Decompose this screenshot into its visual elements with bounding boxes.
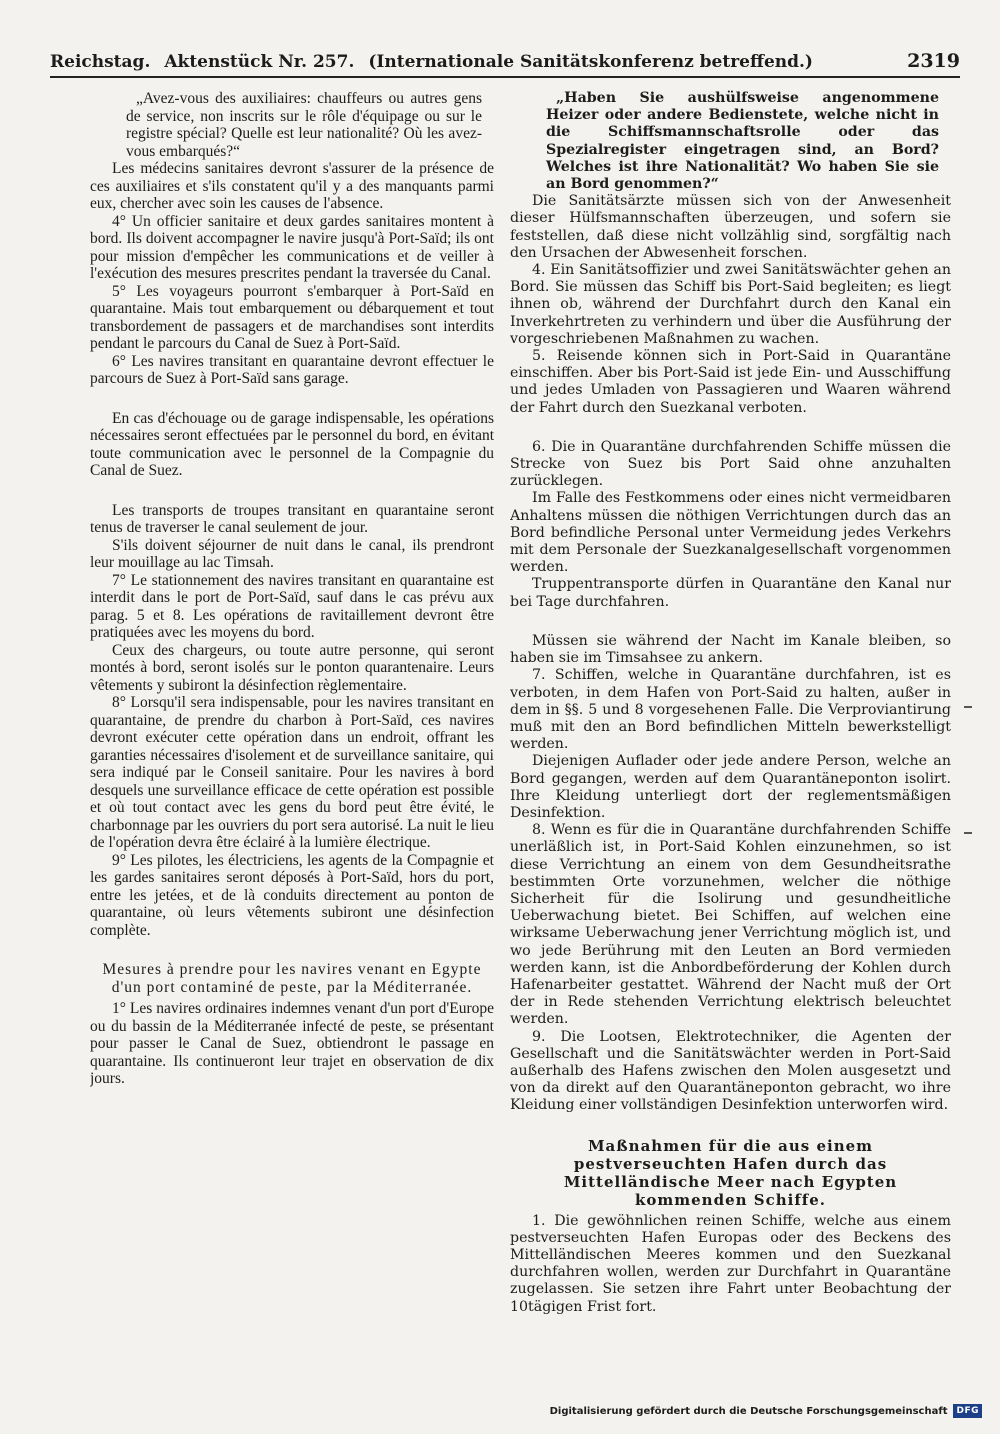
dfg-logo: DFG <box>953 1404 982 1418</box>
paragraph: 4. Ein Sanitätsoffizier und zwei Sanitätswächter gehen an Bord. Sie müssen das Schiff bis Port-Said begleiten; es liegt ihnen ob, während der Durchfahrt durch den Kanal ein Inverkehrtreten zu verhindern und über die Ausführung der vorgeschriebenen Maßnahmen zu wachen. <box>510 262 951 347</box>
paragraph: 9. Die Lootsen, Elektrotechniker, die Agenten der Gesellschaft und die Sanitätswächter werden in Port-Said außerhalb des Hafens zwischen den Molen ausgesetzt und von da direkt auf den Quarantäneponton gebracht, wo ihre Kleidung einer vollständigen Desinfektion unterworfen wird. <box>510 1028 951 1114</box>
paragraph: 5. Reisende können sich in Port-Said in Quarantäne einschiffen. Aber bis Port-Said ist jede Ein- und Ausschiffung und jedes Umladen von Passagieren und Waaren während der Fahrt durch den Suezkanal verboten. <box>510 348 951 416</box>
header-reichstag: Reichstag. <box>50 52 151 72</box>
footer-credit: Digitalisierung gefördert durch die Deutsche Forschungsgemeinschaft <box>549 1405 948 1417</box>
margin-mark <box>964 832 972 834</box>
french-column <box>90 90 494 1344</box>
paragraph: Müssen sie während der Nacht im Kanale bleiben, so haben sie im Timsahsee zu ankern. <box>510 632 951 667</box>
page-footer <box>550 1404 982 1418</box>
paragraph: 8° Lorsqu'il sera indispensable, pour les navires transitant en quarantaine, de prendre du charbon à Port-Saïd, ces navires devront exécuter cette opération dans un endroit, offrant les garanties nécessaires d'isolement et de surveillance sanitaire, qui sera indiqué par le Conseil sanitaire. Pour les navires à bord desquels une surveillance efficace de cette opération est possible et où tout contact avec les gens du bord peut être évité, le charbonnage par les ouvriers du port sera autorisé. La nuit le lieu de l'opération devra être éclairé à la lumière électrique. <box>90 694 494 851</box>
section-heading: Maßnahmen für die aus einem pestverseuchten Hafen durch das Mittelländische Meer nach Egypten kommenden Schiffe. <box>563 1136 898 1209</box>
paragraph: En cas d'échouage ou de garage indispensable, les opérations nécessaires seront effectuées par le personnel du bord, en évitant toute communication avec le personnel de la Compagnie du Canal de Suez. <box>90 409 494 479</box>
paragraph: 7. Schiffen, welche in Quarantäne durchfahren, ist es verboten, in dem Hafen von Port-Said zu halten, außer in dem in §§. 5 und 8 vorgesehenen Falle. Die Verproviantirung muß mit den an Bord befindlichen Mitteln bewerkstelligt werden. <box>510 667 951 753</box>
paragraph: Diejenigen Auflader oder jede andere Person, welche an Bord gegangen, werden auf dem Quarantäneponton isolirt. Ihre Kleidung unterliegt dort der reglementsmäßigen Desinfektion. <box>510 753 951 821</box>
header-subject: (Internationale Sanitätskonferenz betreffend.) <box>368 52 813 72</box>
quoted-question: „Avez-vous des auxiliaires: chauffeurs ou autres gens de service, non inscrits sur le rôle d'équipage ou sur le registre spécial? Quelle est leur nationalité? Où les avez-vous embarqués?“ <box>126 90 482 160</box>
paragraph: 1. Die gewöhnlichen reinen Schiffe, welche aus einem pestverseuchten Hafen Europas oder des Beckens des Mittelländischen Meeres kommen und den Suezkanal durchfahren wollen, werden zur Durchfahrt in Quarantäne zugelassen. Sie setzen ihre Fahrt unter Beobachtung der 10tägigen Frist fort. <box>510 1212 951 1315</box>
quoted-question: „Haben Sie aushülfsweise angenommene Heizer oder andere Bedienstete, welche nicht in die Schiffsmannschaftsrolle oder das Spezialregister eingetragen sind, an Bord? Welches ist ihre Nationalität? Wo haben Sie sie an Bord genommen?“ <box>546 90 939 193</box>
paragraph: Les transports de troupes transitant en quarantaine seront tenus de traverser le canal seulement de jour. <box>90 501 494 536</box>
paragraph: 9° Les pilotes, les électriciens, les agents de la Compagnie et les gardes sanitaires seront déposés à Port-Saïd, hors du port, entre les jetées, et de là conduits directement au ponton de quarantaine, où leurs vêtements subiront une désinfection complète. <box>90 851 494 939</box>
paragraph: 5° Les voyageurs pourront s'embarquer à Port-Saïd en quarantaine. Mais tout embarquement ou débarquement et tout transbordement de passagers et de marchandises sont interdits pendant le parcours du Canal de Suez à Port-Saïd. <box>90 282 494 352</box>
paragraph: 4° Un officier sanitaire et deux gardes sanitaires montent à bord. Ils doivent accompagner le navire jusqu'à Port-Saïd; ils ont pour mission d'empêcher les communications et de veiller à l'exécution des mesures prescrites pendant la traversée du Canal. <box>90 212 494 282</box>
paragraph: 7° Le stationnement des navires transitant en quarantaine est interdit dans le port de Port-Saïd, sauf dans le cas prévu aux parag. 5 et 8. Les opérations de ravitaillement devront être pratiquées avec les moyens du bord. <box>90 571 494 641</box>
paragraph: S'ils doivent séjourner de nuit dans le canal, ils prendront leur mouillage au lac Timsah. <box>90 536 494 571</box>
paragraph: 6. Die in Quarantäne durchfahrenden Schiffe müssen die Strecke von Suez bis Port Said ohne anzuhalten zurücklegen. <box>510 438 951 490</box>
paragraph: Les médecins sanitaires devront s'assurer de la présence de ces auxiliaires et s'ils constatent qu'il y a des manquants parmi eux, chercher avec soin les causes de l'absence. <box>90 160 494 212</box>
page-number: 2319 <box>907 50 960 72</box>
paragraph: 8. Wenn es für die in Quarantäne durchfahrenden Schiffe unerläßlich ist, in Port-Said Kohlen einzunehmen, so ist diese Verrichtung an einem von dem Gesundheitsrathe bestimmten Orte vorzunehmen, welcher die nöthige Sicherheit für die Isolirung und gesundheitliche Ueberwachung bietet. Bei Schiffen, auf welchen eine wirksame Ueberwachung jener Verrichtung möglich ist, und wo jede Berührung mit den Leuten an Bord vermieden werden kann, ist die Anbordbeförderung der Kohlen durch Hafenarbeiter gestattet. Während der Nacht muß der Ort der in Rede stehenden Verrichtung elektrisch beleuchtet werden. <box>510 822 951 1028</box>
german-column <box>510 90 951 1344</box>
header-left <box>50 52 813 72</box>
paragraph: 6° Les navires transitant en quarantaine devront effectuer le parcours de Suez à Port-Saïd sans garage. <box>90 352 494 387</box>
paragraph: Ceux des chargeurs, ou toute autre personne, qui seront montés à bord, seront isolés sur le ponton quarantenaire. Leurs vêtements y subiront la désinfection règlementaire. <box>90 641 494 694</box>
page-header <box>50 42 960 78</box>
section-heading: Mesures à prendre pour les navires venant en Egypte d'un port contaminé de peste, par la Méditerranée. <box>102 961 482 996</box>
paragraph: Truppentransporte dürfen in Quarantäne den Kanal nur bei Tage durchfahren. <box>510 576 951 610</box>
paragraph: 1° Les navires ordinaires indemnes venant d'un port d'Europe ou du bassin de la Méditerranée infecté de peste, se présentant pour passer le Canal de Suez, obtiendront le passage en quarantaine. Ils continueront leur trajet en observation de dix jours. <box>90 1000 494 1087</box>
header-aktenstueck: Aktenstück Nr. 257. <box>164 52 355 72</box>
margin-mark <box>964 706 972 708</box>
paragraph: Die Sanitätsärzte müssen sich von der Anwesenheit dieser Hülfsmannschaften überzeugen, und sofern sie feststellen, daß diese nicht vollzählig sind, sorgfältig nach den Ursachen der Abwesenheit forschen. <box>510 193 951 261</box>
paragraph: Im Falle des Festkommens oder eines nicht vermeidbaren Anhaltens müssen die nöthigen Verrichtungen durch das an Bord befindliche Personal unter Vermeidung jedes Verkehrs mit dem Personale der Suezkanalgesellschaft vorgenommen werden. <box>510 490 951 576</box>
